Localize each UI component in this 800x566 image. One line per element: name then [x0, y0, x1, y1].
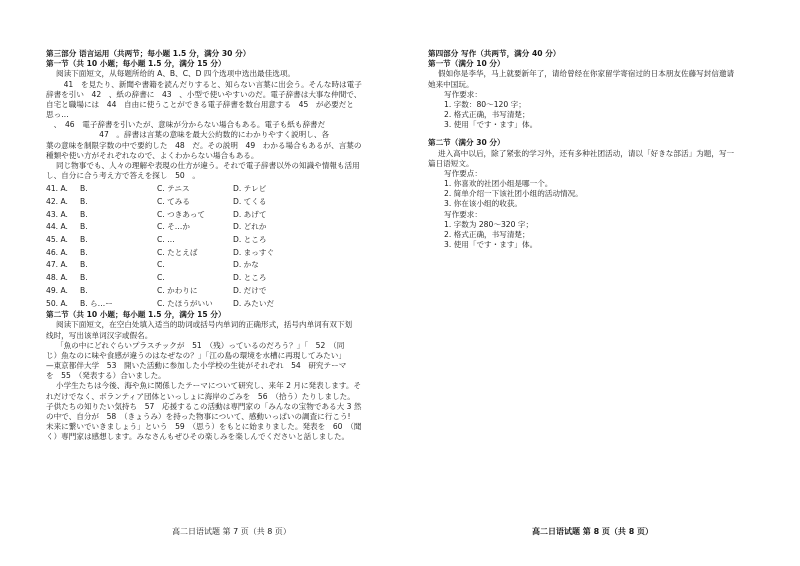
choice-c: C. たほうがいい	[157, 298, 213, 308]
passage-2	[46, 341, 378, 382]
choice-b: B. ら…ー	[80, 298, 113, 308]
choice-c: C. そ…か	[157, 222, 190, 232]
passage-line: く）専門家は感想します。みなさんもぜひその楽しみを楽しんでくださいと話しました。	[46, 432, 350, 442]
passage-line: 41 を見たり、新聞や書籍を読んだりすると、知らない言葉に出会う。そんな時は電子	[56, 79, 362, 89]
choice-d: D. みたいだ	[233, 298, 275, 308]
passage-line: —東京都伴大学 53 開いた活動に参加した小学校の生徒がそれぞれ 54 研究テーマ	[46, 361, 347, 371]
passage-line: 同じ物事でも、人々の理解や表現の仕方が違う。それで電子辞書以外の知識や情報も活用	[56, 160, 360, 170]
choice-a: 44. A.	[46, 222, 68, 232]
section2-instruction: 阅读下面短文，在空白处填入适当的助词或括号内单词的正确形式，括号内单词有双下划	[56, 320, 353, 330]
choice-b: B.	[80, 196, 88, 206]
section2-instruction: 线时，写出该单词汉字或假名。	[46, 330, 153, 340]
passage-1	[46, 80, 378, 182]
passage-line: 思っ…	[46, 110, 69, 120]
choice-c: C. てみる	[157, 196, 190, 206]
section1-instruction: 阅读下面短文，从每题所给的 A、B、C、D 四个选项中选出最佳选项。	[56, 69, 296, 79]
passage-line: し、自分に合う考え方で答えを探し 50 。	[46, 171, 200, 181]
choice-d: D. ところ	[233, 273, 267, 283]
choice-a: 45. A.	[46, 235, 68, 245]
passage-line: 辞書を引い 42 、紙の辞書に 43 、小型で使いやすいのだ。電子辞書は大事な仲間で、	[46, 89, 362, 99]
choice-d: D. ところ	[233, 235, 267, 245]
writing-prompt-line: 假如你是李华，马上就要新年了，请给曾经在你家留学寄宿过的日本朋友佐藤写封信邀请	[438, 69, 735, 79]
passage-line: 自宅と職場には 44 自由に使うことができる電子辞書を数台用意する 45 が必要だと	[46, 99, 354, 109]
requirement-item: 1. 字数为 280～320 字；	[444, 219, 534, 229]
choice-d: D. かな	[233, 260, 259, 270]
choice-d: D. まっすぐ	[233, 247, 275, 257]
choice-c: C. かわりに	[157, 285, 198, 295]
choice-c: C. テニス	[157, 184, 190, 194]
page-footer-left: 高二日语试题 第 7 页（共 8 页）	[172, 527, 291, 536]
passage-line: 葉の意味を制限字数の中で要約した 48 だ。その説明 49 わかる場合もあるが、言葉の	[46, 140, 362, 150]
choice-a: 42. A.	[46, 196, 68, 206]
part3-title: 第三部分 语言运用（共两节；每小题 1.5 分，满分 30 分）	[46, 49, 251, 58]
choice-d: D. だけで	[233, 285, 267, 295]
passage-line: 未来に繋いでいきましょう」という 59 （思う）をもとに始まりました。発表を 60 （聞	[46, 422, 362, 432]
choice-b: B.	[80, 260, 88, 270]
requirements-title: 写作要求：	[444, 209, 482, 219]
writing-section1-title: 第一节（满分 10 分）	[428, 59, 505, 69]
choice-b: B.	[80, 235, 88, 245]
writing-prompt-line: 篇日语短文。	[428, 158, 474, 168]
passage-line: 、 46 電子辞書を引いたが、意味が分からない場合もある。電子も紙も辞書だ	[46, 120, 326, 130]
choice-a: 41. A.	[46, 184, 68, 194]
choice-a: 43. A.	[46, 209, 68, 219]
point-item: 1. 你喜欢的社团小组是哪一个。	[444, 179, 553, 189]
choice-c: C. つきあって	[157, 209, 206, 219]
choice-c: C. たとえば	[157, 247, 198, 257]
requirement-item: 3. 使用「です・ます」体。	[444, 240, 538, 250]
passage-line: れだけでなく、ボランティア団体といっしょに海岸のごみを 56 （拾う）たりしました。	[46, 391, 355, 401]
choice-a: 46. A.	[46, 247, 68, 257]
choice-c: C. …	[157, 235, 175, 245]
choice-a: 50. A.	[46, 298, 68, 308]
requirements-title: 写作要求：	[444, 89, 482, 99]
right-page	[428, 49, 750, 250]
passage-line: 種類や使い方がそれぞれなので、よくわからない場合もある。	[46, 150, 259, 160]
requirement-item: 1. 字数：80～120 字；	[444, 99, 526, 109]
choice-b: B.	[80, 285, 88, 295]
choice-a: 49. A.	[46, 285, 68, 295]
point-item: 2. 简单介绍一下该社团小组的活动情况。	[444, 189, 583, 199]
page-footer-right: 高二日语试题 第 8 页（共 8 页）	[532, 527, 654, 536]
choice-a: 48. A.	[46, 273, 68, 283]
passage-line: の中で、自分が 58 （きょうみ）を持った物事について、感動いっぱいの調査に行こう!	[46, 411, 351, 421]
left-page	[46, 49, 378, 443]
choice-d: D. てくる	[233, 196, 267, 206]
choice-d: D. あげて	[233, 209, 267, 219]
passage-line: 47 。辞書は言葉の意味を最大公約数的にわかりやすく説明し、各	[46, 130, 330, 140]
section2-title: 第二节（共 10 小题；每小题 1.5 分，满分 15 分）	[46, 310, 226, 320]
answer-choices	[46, 183, 378, 310]
passage-line: じ）魚なのに味や食感が違うのはなぜなの？」「江の島の環境を水槽に再現してみたい」	[46, 350, 346, 360]
writing-prompt-line: 她来中国玩。	[428, 79, 474, 89]
choice-a: 47. A.	[46, 260, 68, 270]
choice-c: C.	[157, 273, 165, 283]
passage-line: 「魚の中にどれぐらいプラスチックが 51 （残）っているのだろう？」「 52 （同	[56, 340, 345, 350]
writing-prompt-line: 进入高中以后，除了紧张的学习外，还有多种社团活动，请以「好きな部活」为题，写一	[438, 148, 735, 158]
choice-b: B.	[80, 209, 88, 219]
points-title: 写作要点：	[444, 168, 482, 178]
passage-3	[46, 381, 378, 442]
choice-b: B.	[80, 222, 88, 232]
passage-line: 子供たちの知りたい気持ち 57 応援するこの活動は専門家の「みんなの宝物である大 3 然	[46, 401, 362, 411]
requirement-item: 3. 使用「です・ます」体。	[444, 120, 538, 130]
choice-b: B.	[80, 247, 88, 257]
choice-b: B.	[80, 273, 88, 283]
requirement-item: 2. 格式正确，书写清楚；	[444, 229, 530, 239]
passage-line: 小学生たちは今後、海や魚に関係したテーマについて研究し、来年 2 月に発表します。そ	[56, 381, 362, 391]
choice-c: C.	[157, 260, 165, 270]
part4-title: 第四部分 写作（共两节，满分 40 分）	[428, 49, 561, 58]
passage-line: を 55 （発表する）合いました。	[46, 371, 166, 381]
requirement-item: 2. 格式正确，书写清楚；	[444, 110, 530, 120]
choice-d: D. どれか	[233, 222, 267, 232]
choice-b: B.	[80, 184, 88, 194]
choice-d: D. テレビ	[233, 184, 267, 194]
section1-title: 第一节（共 10 小题；每小题 1.5 分，满分 15 分）	[46, 59, 226, 69]
point-item: 3. 你在该小组的收获。	[444, 199, 523, 209]
writing-section2-title: 第二节（满分 30 分）	[428, 138, 505, 148]
